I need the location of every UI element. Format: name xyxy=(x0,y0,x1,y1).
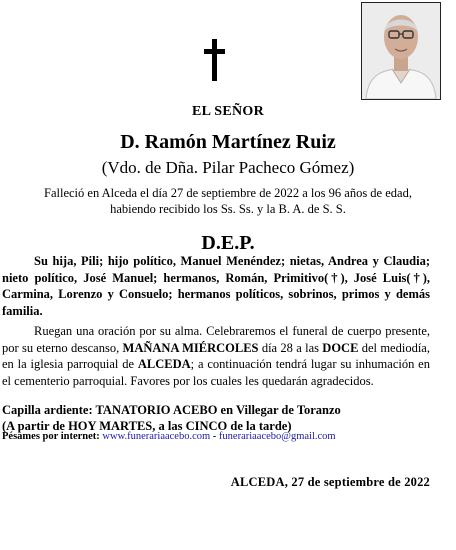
funeral-paragraph xyxy=(2,323,430,389)
funeral-place: ALCEDA xyxy=(137,357,191,371)
cross-icon xyxy=(195,35,235,83)
website-link[interactable]: www.funerariaacebo.com xyxy=(102,431,211,442)
widower-of: (Vdo. de Dña. Pilar Pacheco Gómez) xyxy=(101,158,355,177)
wake-location: Capilla ardiente: TANATORIO ACEBO en Villegar de Toranzo xyxy=(2,403,341,417)
death-notice-line1: Falleció en Alceda el día 27 de septiembre de 2022 a los 96 años de edad, xyxy=(44,186,412,200)
portrait-photo xyxy=(361,2,441,100)
place-date: ALCEDA, 27 de septiembre de 2022 xyxy=(230,475,430,489)
dep-heading: D.E.P. xyxy=(201,232,255,254)
link-separator: - xyxy=(210,431,219,442)
funeral-time: DOCE xyxy=(322,340,359,355)
family-paragraph xyxy=(2,253,430,319)
funeral-text-1: Ruegan una oración por su alma. Celebraremos el funeral de cuerpo presente, por su eterno descanso, xyxy=(2,324,430,355)
title-prefix: EL SEÑOR xyxy=(191,104,265,119)
portrait-image xyxy=(362,3,440,99)
deceased-name: D. Ramón Martínez Ruiz xyxy=(120,131,336,153)
wake-schedule: (A partir de HOY MARTES, a las CINCO de la tarde) xyxy=(2,419,292,433)
condolences-label: Pésames por internet: xyxy=(2,431,100,442)
funeral-text-3: del mediodía, en la iglesia parroquial de xyxy=(2,340,430,371)
email-link[interactable]: funerariaacebo@gmail.com xyxy=(218,431,336,442)
funeral-day: MAÑANA MIÉRCOLES xyxy=(122,340,259,355)
family-text: Su hija, Pili; hijo político, Manuel Menéndez; nietas, Andrea y Claudia; nieto político, José Manuel; hermanos, Román, Primitivo(†), José Luis(†), Carmina, Lorenzo y Consuelo; hermanos políticos, sobrinos, primos y demás familia. xyxy=(2,254,430,318)
funeral-text-2: día 28 a las xyxy=(258,340,323,355)
wake-info xyxy=(2,402,442,434)
condolences-line xyxy=(2,431,442,442)
funeral-text-4: ; a continuación tendrá lugar su inhumación en el cementerio parroquial. Favores por los cuales les quedarán agradecidos. xyxy=(2,357,430,388)
death-notice-line2: habiendo recibido los Ss. Ss. y la B. A. de S. S. xyxy=(110,202,346,216)
death-notice xyxy=(0,185,456,217)
